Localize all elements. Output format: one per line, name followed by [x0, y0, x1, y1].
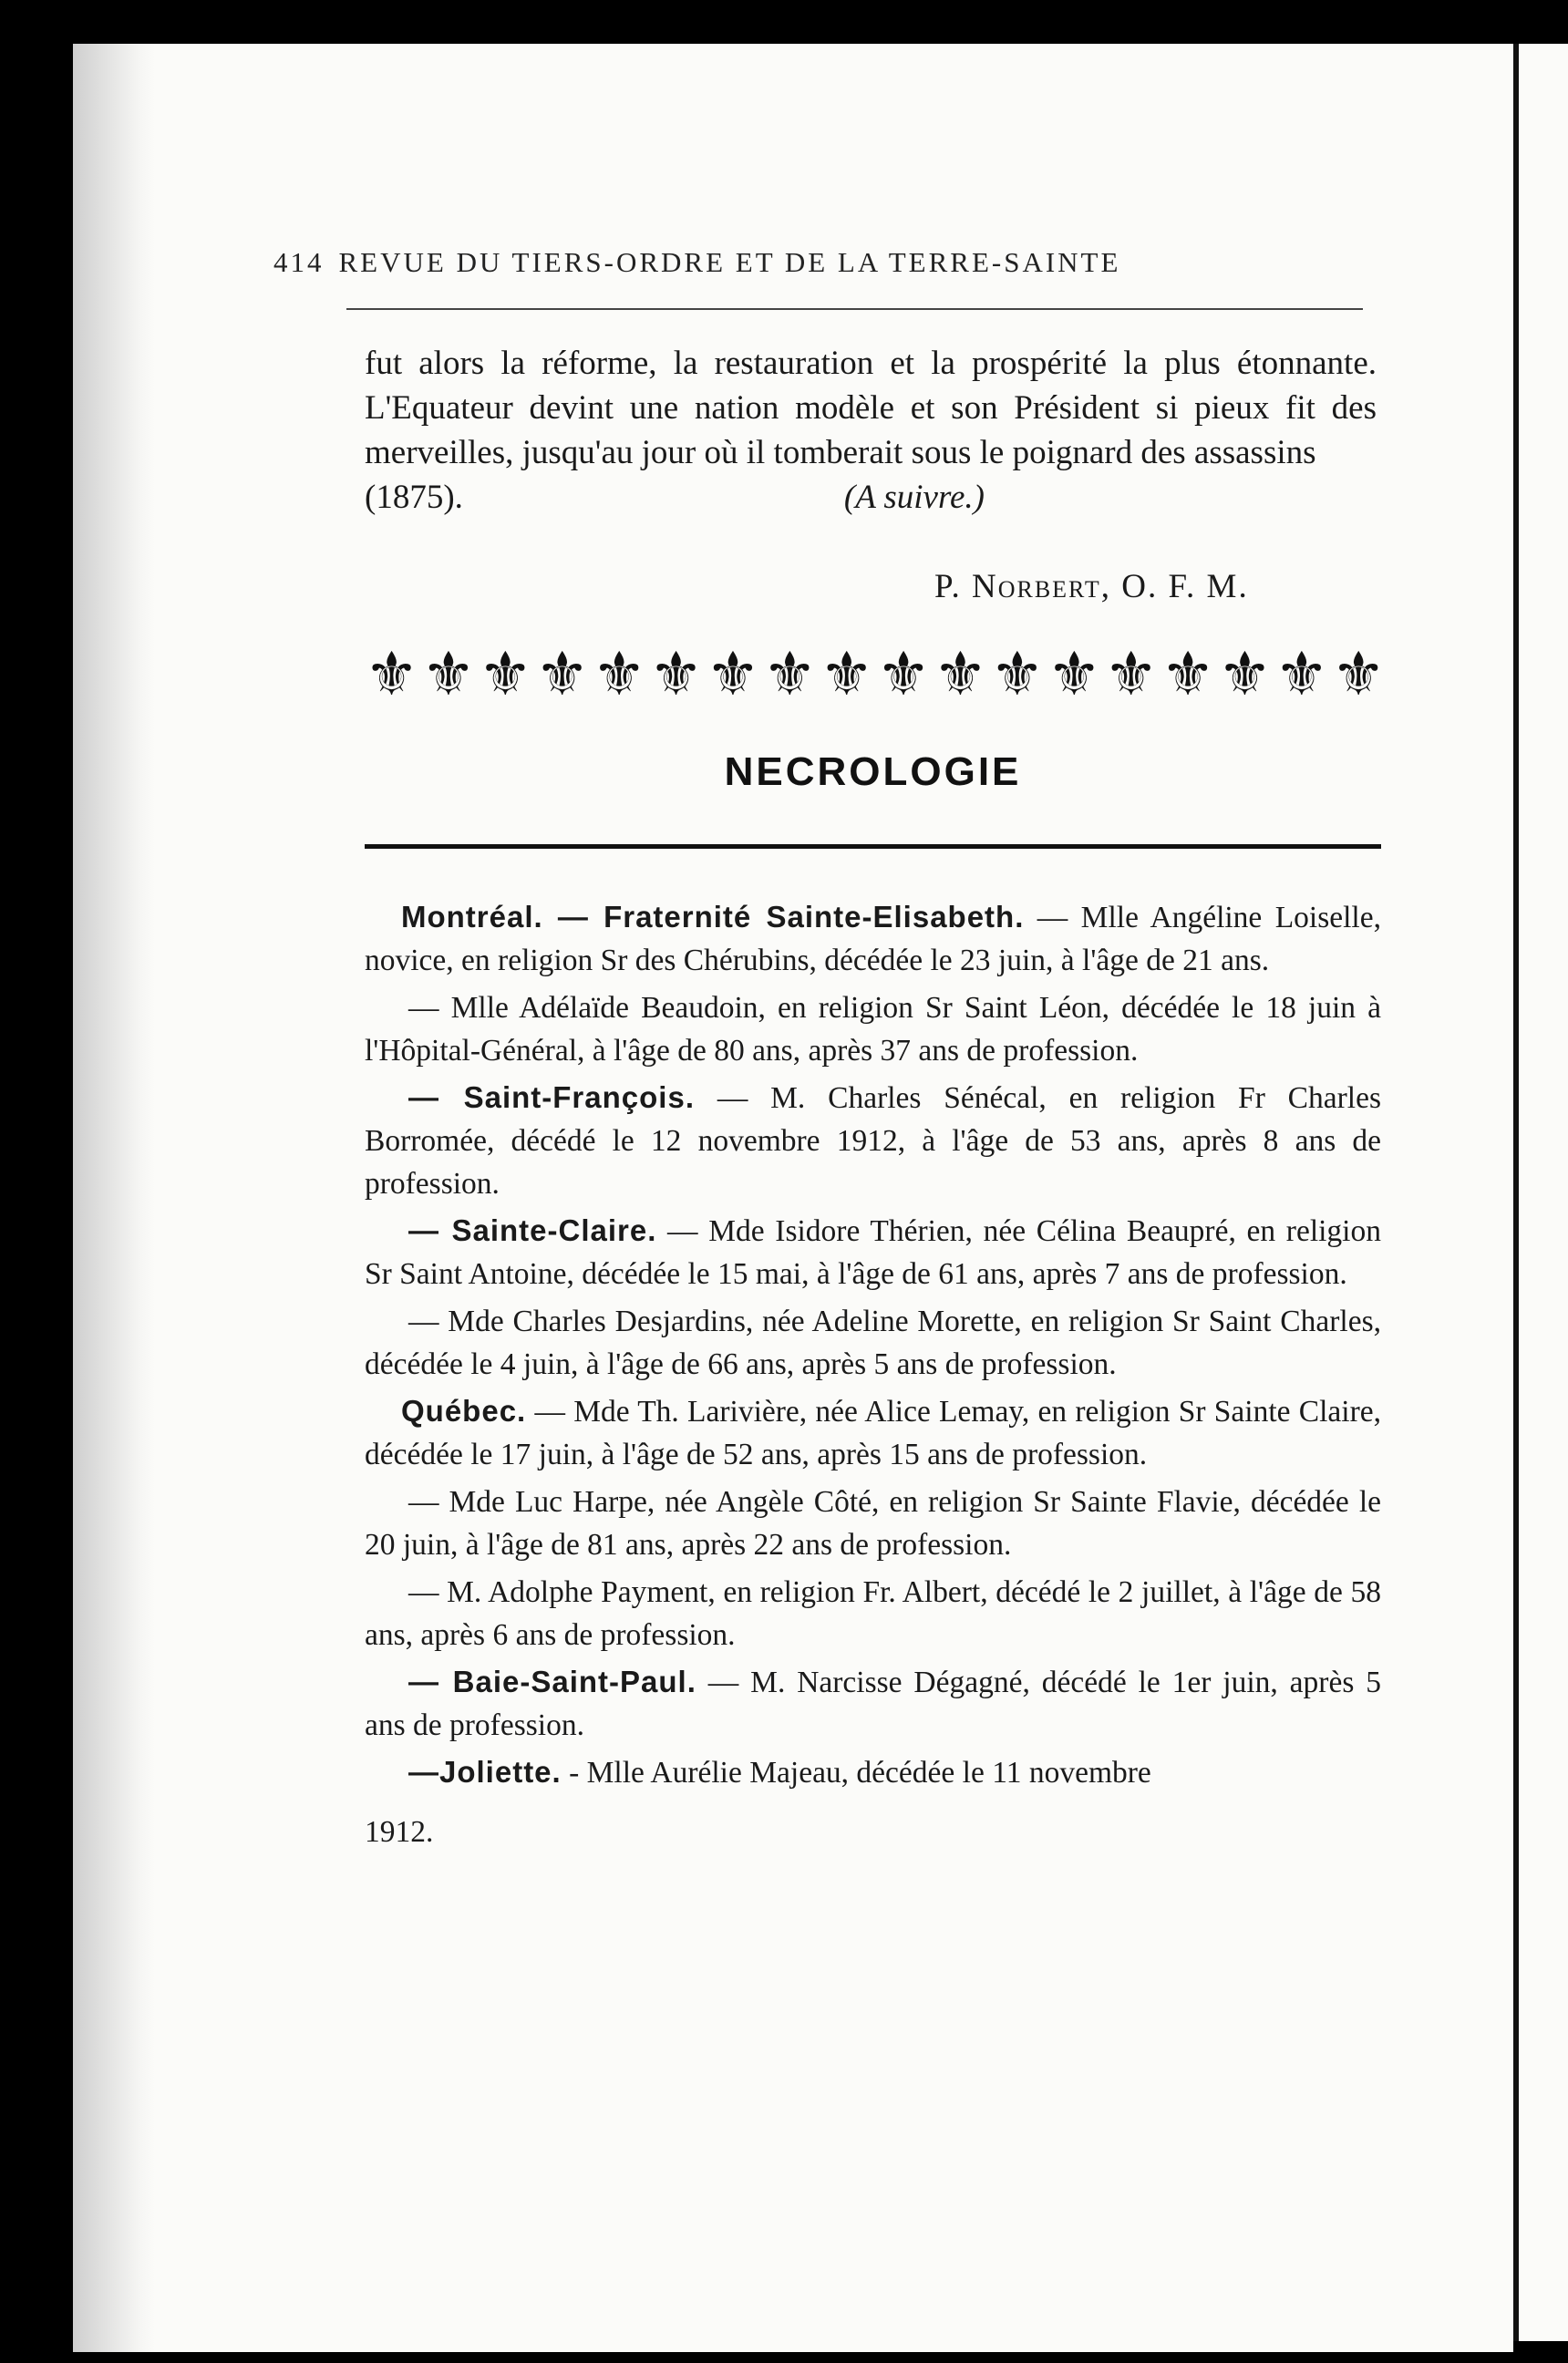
- entry-place: — Baie-Saint-Paul.: [408, 1665, 696, 1698]
- entry-text: — Mlle Angéline Loiselle, novice, en religion Sr des Chérubins, décédée le 23 juin, à l'âge de 21 ans.: [365, 901, 1381, 977]
- entry-text: — M. Adolphe Payment, en religion Fr. Albert, décédé le 2 juillet, à l'âge de 58 ans, après 6 ans de profession.: [365, 1575, 1381, 1652]
- entry-place: — Saint-François.: [408, 1080, 695, 1114]
- obituary-entry: [365, 1750, 1381, 1794]
- fleur-de-lis-icon: ⚜: [421, 642, 476, 708]
- fleur-de-lis-icon: ⚜: [706, 642, 760, 708]
- obituary-list: [365, 895, 1381, 1857]
- signature-name: Norbert,: [971, 568, 1111, 605]
- entry-place: —Joliette.: [408, 1755, 562, 1789]
- entry-place: Montréal. — Fraternité Sainte-Elisabeth.: [401, 900, 1025, 934]
- fleur-de-lis-icon: ⚜: [1047, 642, 1101, 708]
- author-signature: [934, 567, 1249, 606]
- fleur-de-lis-icon: ⚜: [535, 642, 590, 708]
- obituary-entry: [365, 1389, 1381, 1476]
- header-rule: [346, 308, 1363, 310]
- fleur-de-lis-icon: ⚜: [648, 642, 704, 708]
- entry-text: — Mde Luc Harpe, née Angèle Côté, en religion Sr Sainte Flavie, décédée le 20 juin, à l'âge de 81 ans, après 22 ans de profession.: [365, 1485, 1381, 1562]
- running-title: REVUE DU TIERS-ORDRE ET DE LA TERRE-SAINTE: [338, 246, 1121, 278]
- fleur-de-lis-icon: ⚜: [592, 642, 646, 708]
- fleur-de-lis-icon: ⚜: [478, 642, 532, 708]
- intro-text: fut alors la réforme, la restauration et la prospérité la plus étonnante. L'Equateur devint une nation modèle et son Président si pieux fit des merveilles, jusqu'au jour où il tomberait sous le poignard des assassins: [365, 345, 1377, 471]
- fleur-de-lis-icon: ⚜: [990, 642, 1045, 708]
- title-rule: [365, 844, 1381, 849]
- fleur-de-lis-icon: ⚜: [1217, 642, 1273, 708]
- section-title: NECROLOGIE: [724, 749, 1022, 794]
- entry-text: — M. Narcisse Dégagné, décédé le 1er juin, après 5 ans de profession.: [365, 1666, 1381, 1742]
- facing-page-edge: [1513, 44, 1568, 2341]
- fleur-de-lis-icon: ⚜: [876, 642, 931, 708]
- obituary-entry: [365, 1299, 1381, 1386]
- page-gutter-shadow: [73, 44, 155, 2352]
- fleur-de-lis-icon: ⚜: [1331, 642, 1386, 708]
- fleur-de-lis-icon: ⚜: [1274, 642, 1329, 708]
- signature-order: O. F. M.: [1121, 568, 1249, 605]
- entry-text: — Mde Charles Desjardins, née Adeline Morette, en religion Sr Saint Charles, décédée le 4 juin, à l'âge de 66 ans, après 5 ans de profession.: [365, 1305, 1381, 1381]
- entry-place: — Sainte-Claire.: [408, 1213, 657, 1247]
- intro-year: (1875).: [365, 479, 463, 516]
- entry-text: — Mlle Adélaïde Beaudoin, en religion Sr Saint Léon, décédée le 18 juin à l'Hôpital-Général, à l'âge de 80 ans, après 37 ans de profession.: [365, 991, 1381, 1068]
- obituary-entry: [365, 1570, 1381, 1656]
- fleur-de-lis-icon: ⚜: [365, 642, 419, 708]
- obituary-entry: [365, 1076, 1381, 1205]
- obituary-entry: [365, 985, 1381, 1072]
- intro-last-line: [365, 475, 985, 520]
- entry-text: — M. Charles Sénécal, en religion Fr Charles Borromée, décédé le 12 novembre 1912, à l'âge de 53 ans, après 8 ans de profession.: [365, 1081, 1381, 1201]
- intro-paragraph: [365, 341, 1377, 520]
- continued-note: (A suivre.): [843, 479, 985, 516]
- entry-text: — Mde Th. Larivière, née Alice Lemay, en religion Sr Sainte Claire, décédée le 17 juin, à l'âge de 52 ans, après 15 ans de profession.: [365, 1395, 1381, 1471]
- fleur-de-lis-icon: ⚜: [933, 642, 988, 708]
- entry-place: Québec.: [401, 1394, 527, 1428]
- entry-text: - Mlle Aurélie Majeau, décédée le 11 novembre: [561, 1756, 1151, 1790]
- fleur-de-lis-icon: ⚜: [820, 642, 874, 708]
- entry-text: — Mde Isidore Thérien, née Célina Beaupré, en religion Sr Saint Antoine, décédée le 15 mai, à l'âge de 61 ans, après 7 ans de profession.: [365, 1214, 1381, 1291]
- running-header: [273, 246, 1367, 279]
- obituary-entry: [365, 895, 1381, 982]
- signature-initial: P.: [934, 568, 962, 605]
- obituary-entry: [365, 1480, 1381, 1566]
- obituary-entry: [365, 1660, 1381, 1747]
- fleur-de-lis-ornament-band: [365, 644, 1386, 707]
- fleur-de-lis-icon: ⚜: [1161, 642, 1215, 708]
- entry-continuation: 1912.: [365, 1815, 434, 1849]
- fleur-de-lis-icon: ⚜: [762, 642, 817, 708]
- obituary-entry: [365, 1209, 1381, 1295]
- fleur-de-lis-icon: ⚜: [1104, 642, 1159, 708]
- page-number: 414: [273, 246, 325, 278]
